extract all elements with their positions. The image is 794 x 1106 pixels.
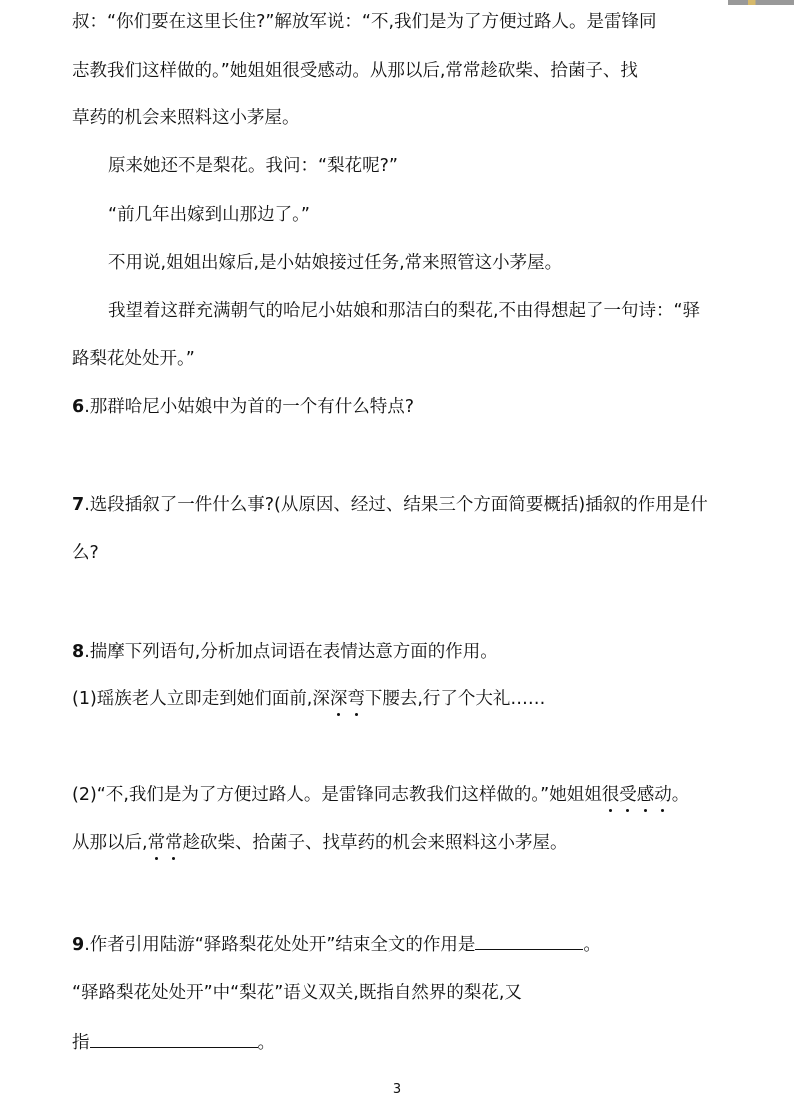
emphasis-dot-char: 感	[636, 785, 655, 805]
question-6-text: .那群哈尼小姑娘中为首的一个有什么特点?	[84, 397, 415, 417]
question-9-text: .作者引用陆游“驿路梨花处处开”结束全文的作用是	[84, 935, 476, 955]
emphasis-dot-char: 很	[601, 785, 620, 805]
question-8-text: .揣摩下列语句,分析加点词语在表情达意方面的作用。	[84, 642, 498, 662]
answer-blank-1[interactable]	[475, 931, 583, 950]
question-8-sub-1	[72, 687, 545, 711]
emphasis-dot-char: 受	[619, 785, 637, 805]
passage-line-4: 原来她还不是梨花。我问：“梨花呢?”	[108, 156, 398, 176]
question-9-line-3	[72, 1029, 275, 1055]
sub-1-text-b: 下腰去,行了个大礼……	[364, 689, 546, 709]
question-8-sub-2	[72, 783, 689, 807]
sub-2-line-2-a: 从那以后,	[72, 833, 148, 853]
corner-mark	[728, 0, 794, 5]
page-number: 3	[392, 1082, 402, 1097]
question-9-line-2: “驿路梨花处处开”中“梨花”语义双关,既指自然界的梨花,又	[72, 983, 522, 1003]
passage-line-7: 我望着这群充满朝气的哈尼小姑娘和那洁白的梨花,不由得想起了一句诗：“驿	[108, 301, 701, 321]
question-9	[72, 931, 601, 957]
emphasis-dot-char: 动	[654, 785, 672, 805]
passage-line-1: 叔：“你们要在这里长住?”解放军说：“不,我们是为了方便过路人。是雷锋同	[72, 12, 657, 32]
question-7-line-2: 么?	[72, 543, 99, 563]
emphasis-dot-char: 深	[329, 689, 348, 709]
sub-1-text-a: (1)瑶族老人立即走到她们面前,深	[72, 689, 330, 709]
answer-blank-2[interactable]	[90, 1029, 258, 1048]
question-9-end-1: 。	[583, 935, 601, 955]
emphasis-dot-char: 常	[165, 833, 183, 853]
sub-2-text-a: (2)“不,我们是为了方便过路人。是雷锋同志教我们这样做的。”她姐姐	[72, 785, 602, 805]
sub-2-line-2-b: 趁砍柴、拾菌子、找草药的机会来照料这小茅屋。	[182, 833, 568, 853]
passage-line-3: 草药的机会来照料这小茅屋。	[72, 108, 300, 128]
question-8-sub-2-line-2	[72, 831, 568, 855]
question-9-line-3-text: 指	[72, 1033, 90, 1053]
emphasis-dot-char: 常	[147, 833, 166, 853]
question-8	[72, 640, 498, 664]
passage-line-8: 路梨花处处开。”	[72, 349, 195, 369]
emphasis-dot-char: 弯	[347, 689, 365, 709]
passage-line-5: “前几年出嫁到山那边了。”	[108, 205, 310, 225]
passage-line-2: 志教我们这样做的。”她姐姐很受感动。从那以后,常常趁砍柴、拾菌子、找	[72, 61, 638, 81]
question-7	[72, 493, 708, 517]
question-7-text: .选段插叙了一件什么事?(从原因、经过、结果三个方面简要概括)插叙的作用是什	[84, 495, 708, 515]
question-6-number: 6	[72, 397, 85, 417]
question-7-number: 7	[72, 495, 85, 515]
passage-line-6: 不用说,姐姐出嫁后,是小姑娘接过任务,常来照管这小茅屋。	[108, 253, 563, 273]
question-8-number: 8	[72, 642, 85, 662]
sub-2-text-b: 。	[671, 785, 690, 805]
question-9-number: 9	[72, 935, 85, 955]
question-9-end-2: 。	[257, 1033, 275, 1053]
question-6	[72, 395, 414, 419]
